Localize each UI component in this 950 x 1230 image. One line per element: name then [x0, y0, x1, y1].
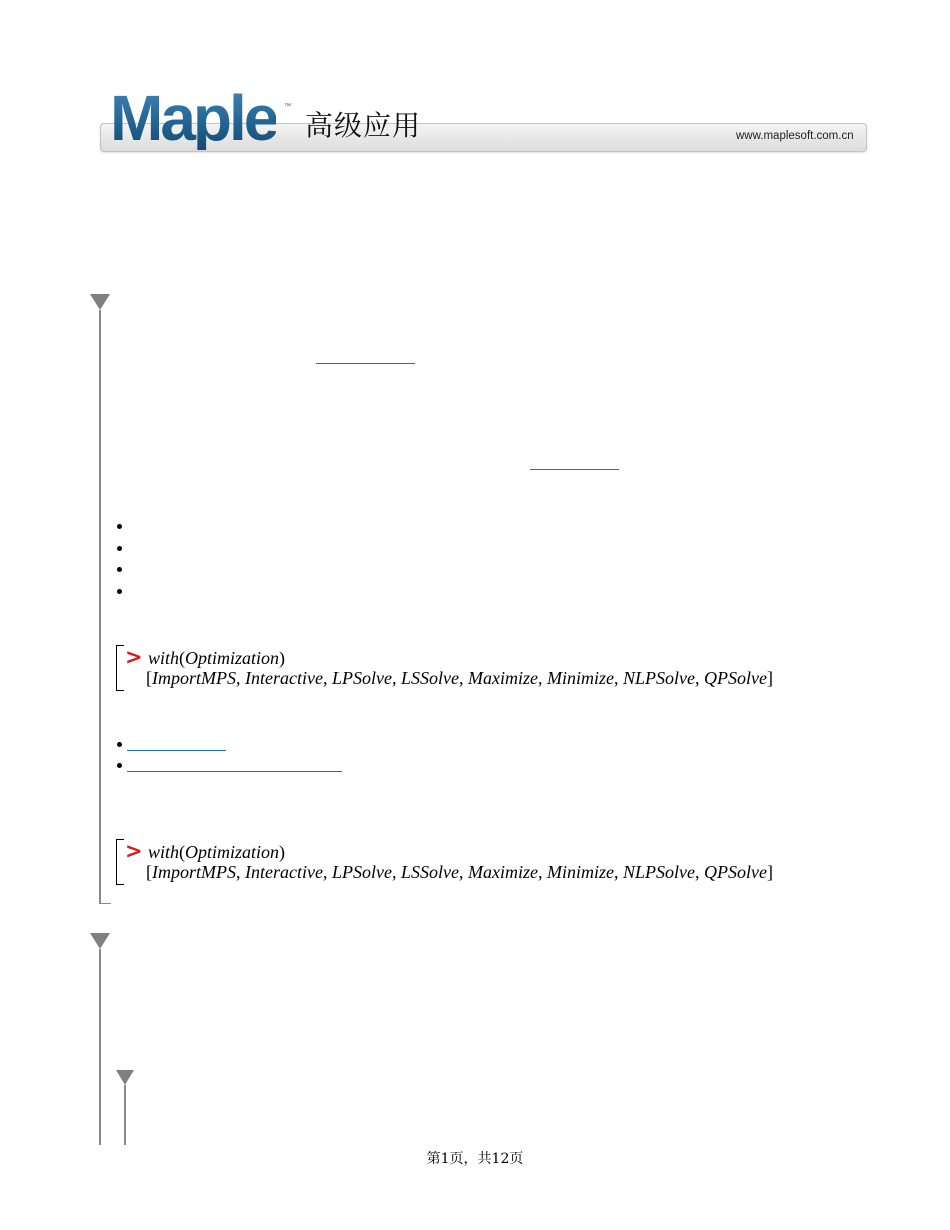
command-output: [ImportMPS, Interactive, LPSolve, LSSolve, Maximize, Minimize, NLPSolve, QPSolve]: [146, 862, 773, 882]
section-collapse-toggle-icon[interactable]: [90, 294, 110, 310]
command-argument: Optimization: [185, 842, 280, 862]
result-item: ImportMPS: [152, 862, 236, 882]
list-bullet: [117, 763, 122, 768]
result-item: LSSolve: [400, 668, 459, 688]
result-item: NLPSolve: [622, 668, 695, 688]
result-item: ImportMPS: [152, 668, 236, 688]
result-item: Minimize: [546, 862, 614, 882]
command-output: [ImportMPS, Interactive, LPSolve, LSSolve, Maximize, Minimize, NLPSolve, QPSolve]: [146, 668, 773, 688]
execution-group-bracket: [116, 645, 124, 691]
hyperlink[interactable]: [316, 363, 415, 364]
result-item: Interactive: [245, 668, 323, 688]
command-argument: Optimization: [185, 648, 280, 668]
header-subtitle: 高级应用: [305, 109, 422, 142]
result-item: QPSolve: [703, 862, 767, 882]
trademark-mark: ™: [284, 103, 291, 110]
input-prompt: >: [125, 839, 143, 863]
section-range-line: [99, 949, 101, 1145]
result-item: LPSolve: [331, 862, 392, 882]
result-item: LPSolve: [331, 668, 392, 688]
list-bullet: [117, 567, 122, 572]
result-item: Maximize: [467, 668, 538, 688]
list-bullet: [117, 589, 122, 594]
result-item: Minimize: [546, 668, 614, 688]
input-prompt: >: [125, 645, 143, 669]
list-bullet: [117, 546, 122, 551]
list-bullet: [117, 742, 122, 747]
maple-logo: Maple: [110, 82, 277, 154]
hyperlink[interactable]: [127, 750, 226, 751]
subsection-collapse-toggle-icon[interactable]: [116, 1070, 134, 1085]
command-function: with: [148, 648, 180, 668]
execution-group-bracket: [116, 839, 124, 885]
result-item: QPSolve: [703, 668, 767, 688]
result-item: Interactive: [245, 862, 323, 882]
website-url: www.maplesoft.com.cn: [736, 130, 854, 142]
page-number: 第1页，共12页: [426, 1151, 524, 1167]
command-input[interactable]: with(Optimization): [148, 842, 286, 862]
section-collapse-toggle-icon[interactable]: [90, 933, 110, 949]
result-item: Maximize: [467, 862, 538, 882]
section-range-line: [99, 310, 101, 904]
subsection-range-line: [124, 1085, 126, 1145]
hyperlink[interactable]: [127, 771, 342, 772]
list-bullet: [117, 524, 122, 529]
hyperlink[interactable]: [530, 469, 619, 470]
result-item: LSSolve: [400, 862, 459, 882]
command-input[interactable]: with(Optimization): [148, 648, 286, 668]
section-range-end: [99, 903, 111, 904]
result-item: NLPSolve: [622, 862, 695, 882]
command-function: with: [148, 842, 180, 862]
